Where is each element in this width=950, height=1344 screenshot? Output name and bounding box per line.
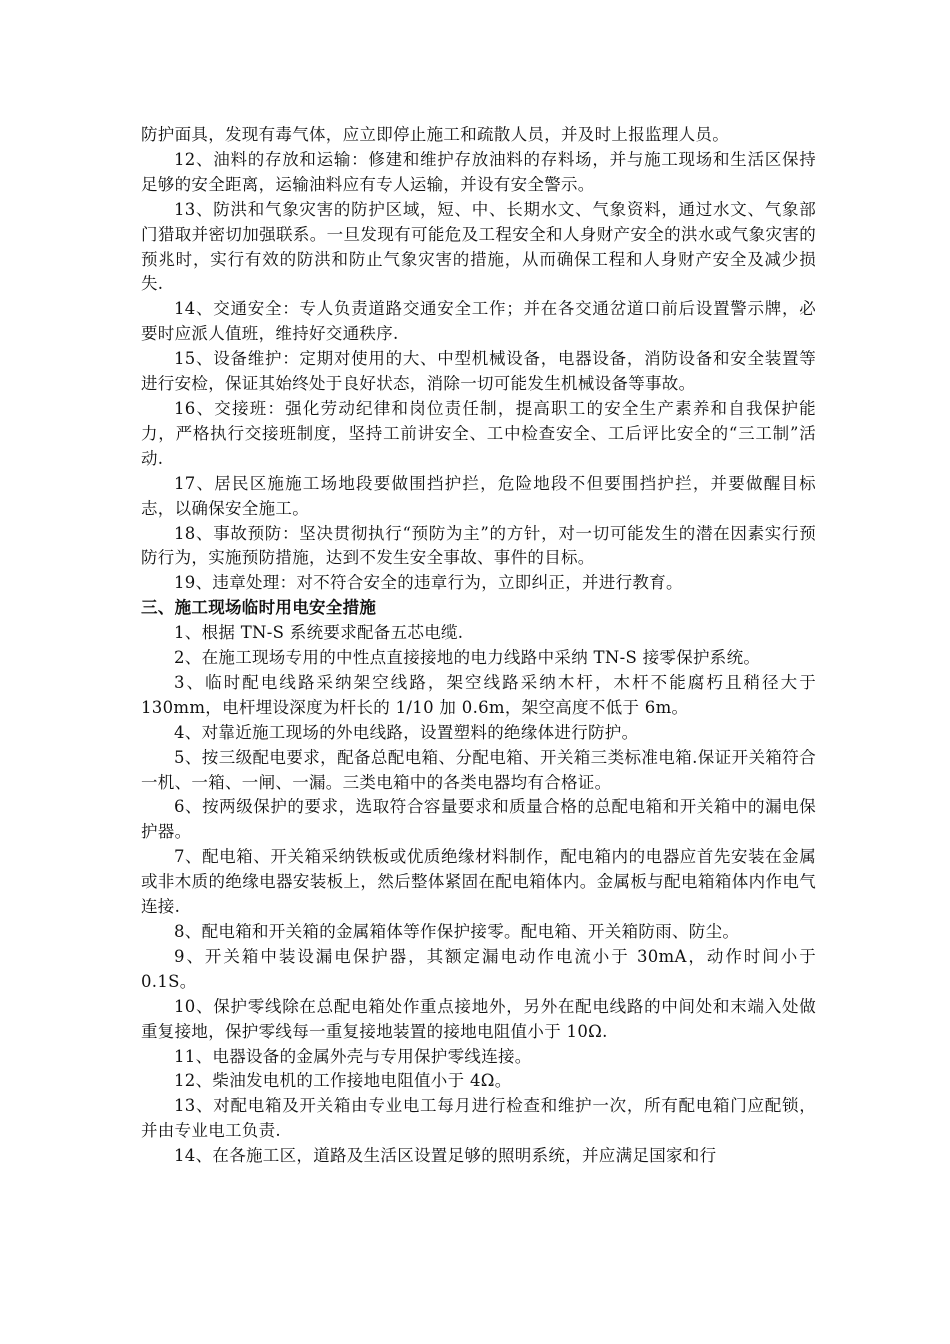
paragraph-elec-1: 1、根据 TN-S 系统要求配备五芯电缆. bbox=[174, 623, 464, 643]
paragraph-item-12-oil-storage: 12、油料的存放和运输：修建和维护存放油料的存料场，并与施工现场和生活区保持足够的安全距离，运输油料应有专人运输，并设有安全警示。 bbox=[141, 149, 816, 194]
paragraph-elec-14: 14、在各施工区，道路及生活区设置足够的照明系统，并应满足国家和行 bbox=[174, 1146, 717, 1166]
paragraph-item-14-traffic: 14、交通安全：专人负责道路交通安全工作；并在各交通岔道口前后设置警示牌，必要时应派人值班，维持好交通秩序. bbox=[141, 299, 816, 344]
paragraph-elec-6: 6、按两级保护的要求，选取符合容量要求和质量合格的总配电箱和开关箱中的漏电保护器。 bbox=[141, 797, 816, 842]
paragraph-item-17-residential: 17、居民区施施工场地段要做围挡护拦，危险地段不但要围挡护拦，并要做醒目标志，以确保安全施工。 bbox=[141, 473, 816, 518]
paragraph-elec-7: 7、配电箱、开关箱采纳铁板或优质绝缘材料制作，配电箱内的电器应首先安装在金属或非木质的绝缘电器安装板上，然后整体紧固在配电箱体内。金属板与配电箱箱体内作电气连接. bbox=[141, 847, 816, 917]
paragraph-item-15-equipment: 15、设备维护：定期对使用的大、中型机械设备，电器设备，消防设备和安全装置等进行安检，保证其始终处于良好状态，消除一切可能发生机械设备等事故。 bbox=[141, 349, 816, 394]
paragraph-elec-2: 2、在施工现场专用的中性点直接接地的电力线路中采纳 TN-S 接零保护系统。 bbox=[174, 648, 761, 668]
paragraph-item-19-violations: 19、违章处理：对不符合安全的违章行为，立即纠正，并进行教育。 bbox=[174, 573, 683, 593]
paragraph-item-18-accident-prevention: 18、事故预防：坚决贯彻执行“预防为主”的方针，对一切可能发生的潜在因素实行预防行为，实施预防措施，达到不发生安全事故、事件的目标。 bbox=[141, 523, 816, 568]
paragraph-elec-11: 11、电器设备的金属外壳与专用保护零线连接。 bbox=[174, 1046, 532, 1066]
paragraph-elec-13: 13、对配电箱及开关箱由专业电工每月进行检查和维护一次，所有配电箱门应配锁，并由专业电工负责. bbox=[141, 1096, 816, 1141]
paragraph-elec-10: 10、保护零线除在总配电箱处作重点接地外，另外在配电线路的中间处和末端入处做重复接地，保护零线每一重复接地装置的接地电阻值小于 10Ω. bbox=[141, 996, 816, 1041]
paragraph-elec-8: 8、配电箱和开关箱的金属箱体等作保护接零。配电箱、开关箱防雨、防尘。 bbox=[174, 922, 740, 941]
paragraph-item-13-flood-weather: 13、防洪和气象灾害的防护区域，短、中、长期水文、气象资料，通过水文、气象部门猎取并密切加强联系。一旦发现有可能危及工程安全和人身财产安全的洪水或气象灾害的预兆时，实行有效的防洪和防止气象灾害的措施，从而确保工程和人身财产安全及减少损失. bbox=[141, 199, 816, 294]
document-body bbox=[141, 123, 816, 1169]
section-heading: 三、施工现场临时用电安全措施 bbox=[141, 598, 377, 618]
paragraph-elec-9: 9、开关箱中装设漏电保护器，其额定漏电动作电流小于 30mA，动作时间小于 0.1S。 bbox=[141, 946, 816, 991]
paragraph-elec-4: 4、对靠近施工现场的外电线路，设置塑料的绝缘体进行防护。 bbox=[174, 722, 639, 742]
paragraph-item-16-shift-handover: 16、交接班：强化劳动纪律和岗位责任制，提高职工的安全生产素养和自我保护能力，严格执行交接班制度，坚持工前讲安全、工中检查安全、工后评比安全的“三工制”活动. bbox=[141, 398, 816, 468]
paragraph-elec-12: 12、柴油发电机的工作接地电阻值小于 4Ω。 bbox=[174, 1071, 512, 1091]
paragraph-continuation: 防护面具，发现有毒气体，应立即停止施工和疏散人员，并及时上报监理人员。 bbox=[141, 125, 729, 144]
paragraph-elec-5: 5、按三级配电要求，配备总配电箱、分配电箱、开关箱三类标准电箱.保证开关箱符合一机、一箱、一闸、一漏。三类电箱中的各类电器均有合格证。 bbox=[141, 747, 816, 792]
paragraph-elec-3: 3、临时配电线路采纳架空线路，架空线路采纳木杆，木杆不能腐朽且稍径大于 130mm，电杆埋设深度为杆长的 1/10 加 0.6m，架空高度不低于 6m。 bbox=[141, 672, 816, 717]
